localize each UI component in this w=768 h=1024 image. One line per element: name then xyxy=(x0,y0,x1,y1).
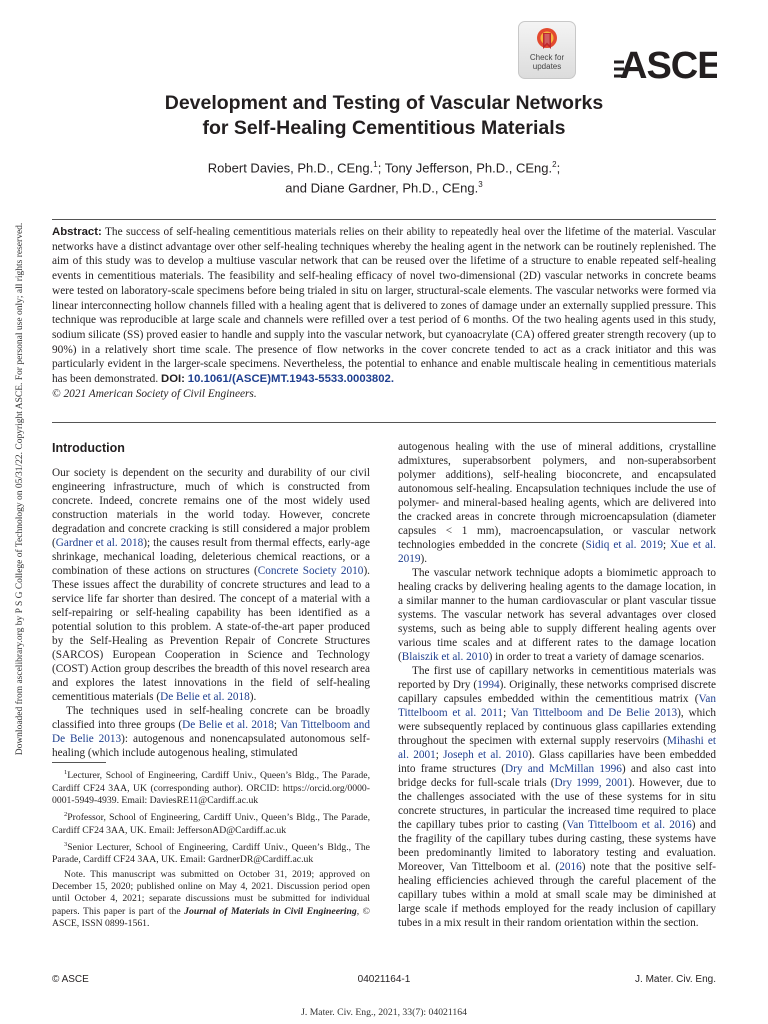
doi-label: DOI: xyxy=(161,373,185,386)
author-3-affil: 3 xyxy=(478,179,483,189)
ref-link[interactable]: De Belie et al. 2018 xyxy=(182,719,274,731)
abstract-bottom-rule xyxy=(52,422,716,423)
badge-label-line1: Check for xyxy=(529,53,565,62)
asce-logo xyxy=(612,40,717,84)
ref-link[interactable]: Blaiszik et al. 2010 xyxy=(401,651,489,663)
body-paragraph-1: autogenous healing with the use of mineral additions, crystalline admixtures, superabsorbent polymers, and non-superabsorbent polymer additions), self-healing bioconcrete, and encapsulated autonomous self-healing. Encapsulation techniques include the use of polymer- and mineral-based healing agents, which are delivered into the cracked areas in concrete through microencapsulation (diameter capsules < 1 mm), macroencapsulation, or vascular network technologies embedded in the concrete (Sidiq et al. 2019; Xue et al. 2019). xyxy=(398,441,716,565)
body-paragraph-3: The first use of capillary networks in cementitious materials was reported by Dry (1994). Originally, these networks comprised discrete capillary capsules embedded within the cementitious matrix (Van Tittelboom et al. 2011; Van Tittelboom and De Belie 2013), which were subsequently replaced by continuous glass capillaries extending throughout the specimen with external supply reservoirs (Mihashi et al. 2001; Joseph et al. 2010). Glass capillaries have been embedded into frame structures (Dry and McMillan 1996) and also cast into bridge decks for full-scale trials (Dry 1999, 2001). However, due to the challenges associated with the use of these systems for in situ concrete structures, in particular the increased time required to place the capillary tubes prior to casting (Van Tittelboom et al. 2016) and the fragility of the capillary tubes during casting, these systems have been predominantly limited to laboratory testing and evaluation. Moreover, Van Tittelboom et al. (2016) note that the positive self-healing efficiencies achieved through the careful placement of the capillary tubes within a mold at small scale may be diminished at large scale if methods employed for the ready inclusion of capillary tubes in a mix result in their random orientation within the section. xyxy=(398,665,717,929)
author-1-affil: 1 xyxy=(373,160,378,169)
footnote-2: $^2$Professor, School of Engineering, Cardiff Univ., Queen’s Bldg., The Parade, Cardiff CF24 3AA, UK. Email: JeffersonAD@Cardiff.ac.uk xyxy=(52,811,370,836)
citation-line: J. Mater. Civ. Eng., 2021, 33(7): 04021164 xyxy=(301,1007,467,1018)
author-list xyxy=(60,157,708,197)
ref-link[interactable]: Mihashi et al. 2001 xyxy=(398,735,717,761)
abstract-label: Abstract: xyxy=(52,226,102,238)
footnote-rule xyxy=(52,762,106,763)
check-for-updates-badge[interactable] xyxy=(518,21,576,79)
author-1: Robert Davies, Ph.D., CEng. xyxy=(207,160,374,176)
left-column xyxy=(52,440,370,760)
svg-text:ASCE: ASCE xyxy=(620,45,717,84)
ref-link[interactable]: Gardner et al. 2018 xyxy=(55,537,144,549)
right-column xyxy=(398,440,716,930)
intro-paragraph-2: The techniques used in self-healing concrete can be broadly classified into three groups (De Belie et al. 2018; Van Tittelboom and De Belie 2013): autogenous and nonencapsulated autonomous self-healing (which include autogenous healing, stimulated xyxy=(52,705,370,759)
ref-link[interactable]: Van Tittelboom et al. 2011 xyxy=(398,693,716,719)
body-paragraph-2: The vascular network technique adopts a biomimetic approach to healing cracks by delivering healing agents to the damage location, in a similar manner to the human cardiovascular or plant vascular tissue systems. The vascular network has several advantages over closed systems, such as being able to supply different healing agents over various time scales and at different rates to the damage location (Blaiszik et al. 2010) in order to treat a variety of damage scenarios. xyxy=(398,567,716,663)
ref-link[interactable]: Dry and McMillan 1996 xyxy=(504,763,622,775)
ref-link[interactable]: De Belie et al. 2018 xyxy=(160,691,250,703)
footer-article-number: 04021164-1 xyxy=(357,974,411,985)
footnotes xyxy=(52,762,370,932)
badge-label-line2: updates xyxy=(532,61,562,71)
abstract-body: The success of self-healing cementitious materials relies on their ability to repeatedly heal over the lifetime of the material. Vascular networks have a distinct advantage over other self-healing techniques whereby the healing agent in the network can be routinely replenished. The aim of this study was to develop a multiuse vascular network that can be reused over the lifetime of a structure to enable repeated self-healing events in cementitious materials. The feasibility and self-healing efficacy of novel two-dimensional (2D) vascular networks in concrete beams were tested on laboratory-scale specimens before being trialed in situ on larger, structural-scale elements. The vascular networks were formed via linear interconnecting hollow channels filled with a healing agent that is delivered to zones of damage under an externally supplied pressure. This technique was reproducible at large scale and channels were refilled over a test period of 6 months. Of the two healing agents used in this study, sodium silicate (SS) proved easier to handle and supply into the vascular network, but cyanoacrylate (CA) offered greater strength recovery (up to 90%) in a relatively short time scale. The presence of flow networks in the cover concrete tended to act as a crack initiator and this was particularly evident in the larger-scale specimens. Nevertheless, the potential to enhance and enable multiscale healing in cementitious materials has been demonstrated. xyxy=(52,226,716,386)
abstract-copyright: © 2021 American Society of Civil Engineers. xyxy=(52,387,257,400)
doi-link[interactable]: 10.1061/(ASCE)MT.1943-5533.0003802. xyxy=(187,373,395,386)
author-sep: ; xyxy=(556,160,561,176)
submission-note: Note. This manuscript was submitted on October 31, 2019; approved on December 15, 2020; published online on May 4, 2021. Discussion period open until October 4, 2021; separate discussions must be submitted for individual papers. This paper is part of the Journal of Materials in Civil Engineering, © ASCE, ISSN 0899-1561. xyxy=(52,868,370,929)
download-notice: Downloaded from ascelibrary.org by P S G College of Technology on 05/31/22. Copyright ASCE. For personal use only; all rights reserved. xyxy=(15,222,25,756)
author-3: and Diane Gardner, Ph.D., CEng. xyxy=(285,180,479,196)
ref-link[interactable]: 1994 xyxy=(477,679,500,691)
footer-journal: J. Mater. Civ. Eng. xyxy=(635,974,716,985)
ref-link[interactable]: Van Tittelboom and De Belie 2013 xyxy=(52,719,370,745)
abstract-text xyxy=(52,225,716,401)
ref-link[interactable]: Dry 1999, 2001 xyxy=(554,777,629,789)
bookmark-ribbon-icon xyxy=(536,27,558,53)
title-line-1: Development and Testing of Vascular Networks xyxy=(164,92,604,114)
footer-publisher: © ASCE xyxy=(52,974,89,985)
footnote-1: $^1$Lecturer, School of Engineering, Cardiff Univ., Queen’s Bldg., The Parade, Cardiff CF24 3AA, UK (corresponding author). ORCID: https://orcid.org/0000-0001-5949-4939. Email: DaviesRE11@Cardiff.ac.uk xyxy=(52,769,370,806)
ref-link[interactable]: Sidiq et al. 2019 xyxy=(585,539,663,551)
author-2-affil: 2 xyxy=(552,160,557,169)
abstract-top-rule xyxy=(52,219,716,220)
intro-paragraph-1: Our society is dependent on the security and durability of our civil engineering infrastructure, much of which is constructed from concrete. Indeed, concrete remains one of the most widely used construction materials in the world today. However, concrete degradation and concrete cracking is still considered a major problem (Gardner et al. 2018); the causes result from thermal effects, early-age shrinkage, mechanical loading, deleterious chemical reactions, or a combination of these actions on structures (Concrete Society 2010). These issues affect the durability of concrete structures and lead to a service life far shorter than desired. The concept of a material with a self-repairing or self-healing capability has been identified as a potential solution to this problem. A state-of-the-art paper produced by the Self-Healing as Prevention Repair of Concrete Structures (SARCOS) European Cooperation in Science and Technology (COST) Action group describes the breadth of this novel research area and explores the latest innovations in the field of self-healing cementitious materials (De Belie et al. 2018). xyxy=(52,467,370,703)
author-2: ; Tony Jefferson, Ph.D., CEng. xyxy=(377,160,553,176)
paper-title xyxy=(60,91,708,141)
ref-link[interactable]: Joseph et al. 2010 xyxy=(443,749,529,761)
ref-link[interactable]: Concrete Society 2010 xyxy=(257,565,364,577)
ref-link[interactable]: 2016 xyxy=(559,861,582,873)
abstract-section xyxy=(52,219,716,423)
ref-link[interactable]: Xue et al. 2019 xyxy=(398,539,716,565)
ref-link[interactable]: Van Tittelboom et al. 2016 xyxy=(566,819,692,831)
ref-link[interactable]: Van Tittelboom and De Belie 2013 xyxy=(510,707,678,719)
title-line-2: for Self-Healing Cementitious Materials xyxy=(202,117,566,139)
section-heading-introduction: Introduction xyxy=(52,441,125,455)
footnote-3: $^3$Senior Lecturer, School of Engineering, Cardiff Univ., Queen’s Bldg., The Parade, Cardiff CF24 3AA, UK. Email: GardnerDR@Cardiff.ac.uk xyxy=(52,840,370,866)
page-footer xyxy=(52,973,716,987)
